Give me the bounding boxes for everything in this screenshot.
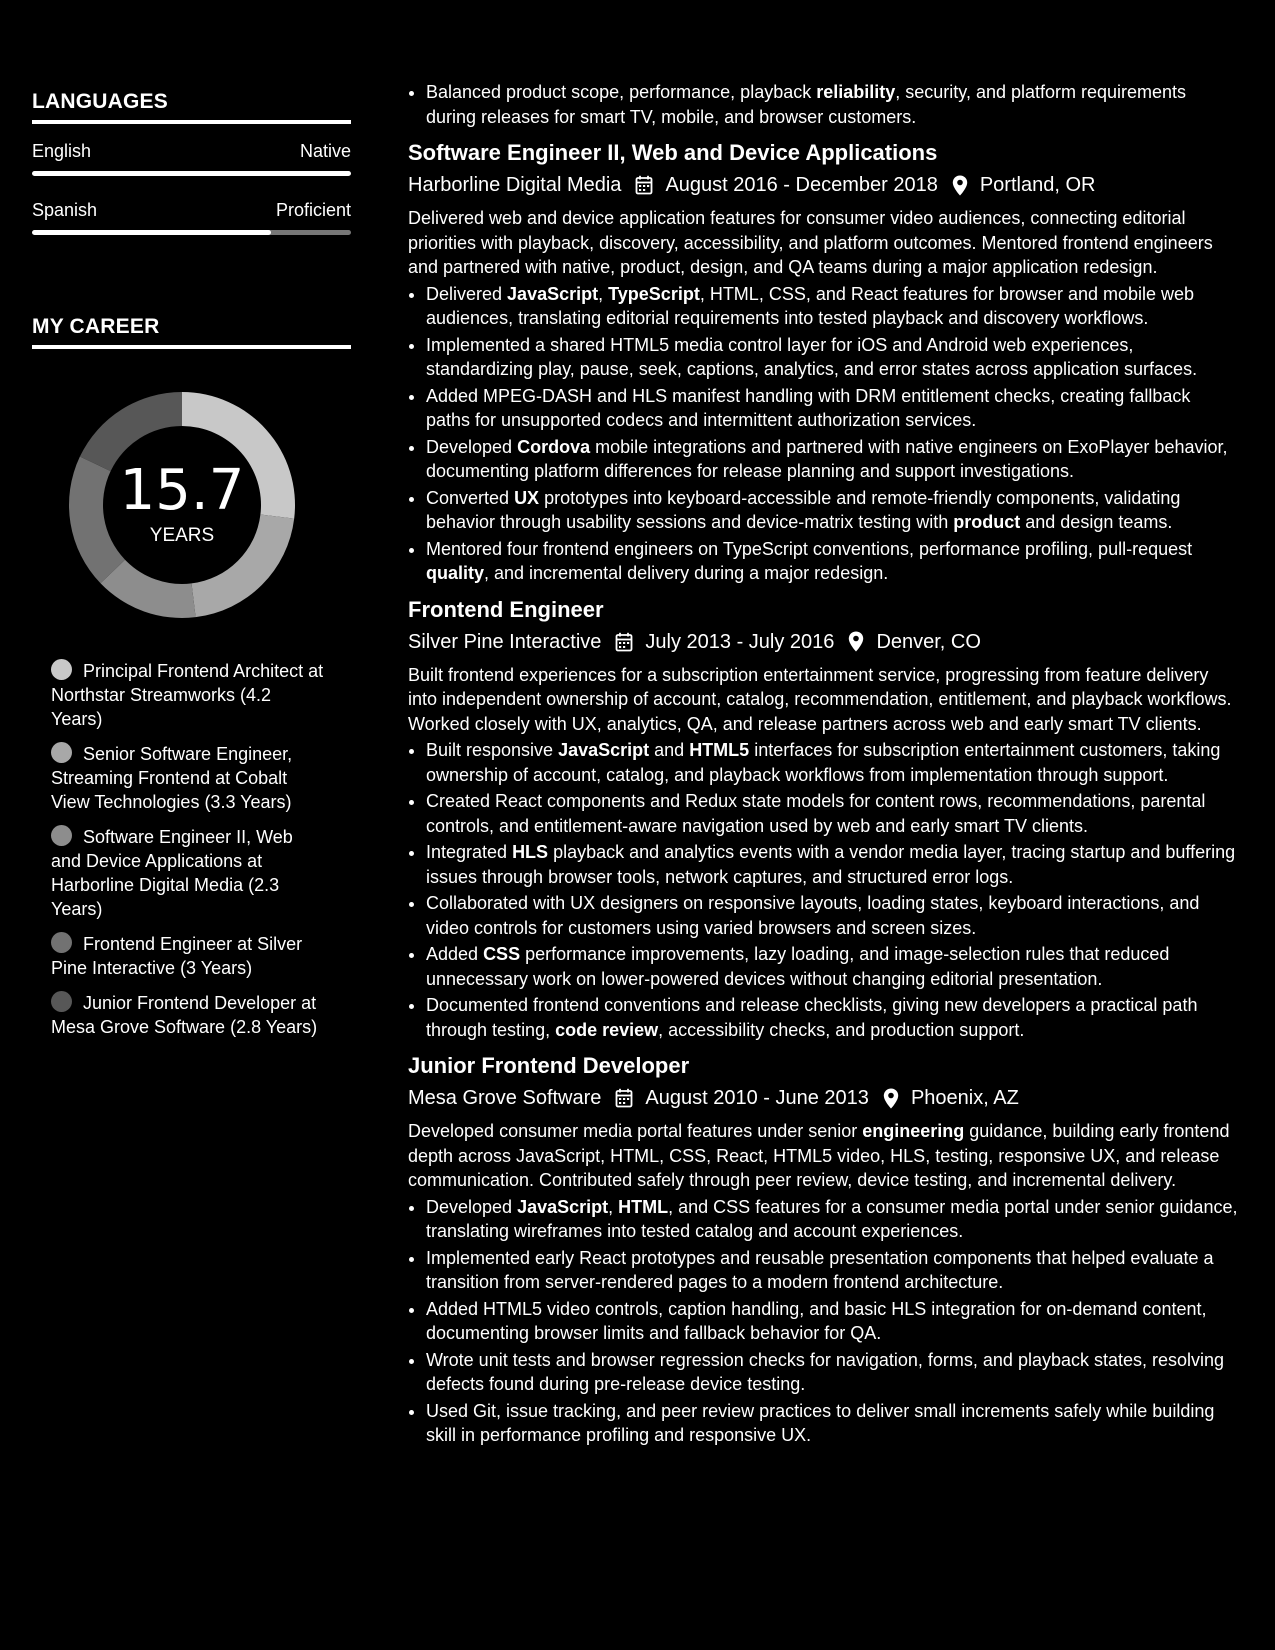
language-name: English: [32, 141, 92, 161]
bullet-point: • Collaborated with UX designers on responsive layouts, loading states, keyboard interactions, and video controls for customers using varied browsers and screen sizes.: [426, 891, 1238, 940]
job-dates: July 2013 - July 2016: [645, 630, 835, 653]
career-legend: [32, 659, 351, 1039]
legend-dot-icon: [51, 742, 72, 763]
bullet-point: • Documented frontend conventions and release checklists, giving new developers a practical path through testing, code review, accessibility checks, and production support.: [426, 993, 1238, 1042]
career-legend-item: [51, 825, 326, 921]
bullet-point: • Integrated HLS playback and analytics events with a vendor media layer, tracing startup and buffering issues through browser tools, network captures, and structured error logs.: [426, 840, 1238, 889]
bullet-point: • Used Git, issue tracking, and peer review practices to deliver small increments safely while building skill in performance profiling and responsive UX.: [426, 1399, 1238, 1448]
legend-dot-icon: [51, 991, 72, 1012]
bullet-point: • Implemented early React prototypes and reusable presentation components that helped evaluate a transition from server-rendered pages to a modern frontend architecture.: [426, 1246, 1238, 1295]
bullet-point: • Added MPEG-DASH and HLS manifest handling with DRM entitlement checks, creating fallback paths for unsupported codecs and intermittent authorization services.: [426, 384, 1238, 433]
job-meta: [408, 629, 1238, 655]
language-item: [32, 200, 351, 235]
language-proficiency-fill: [32, 171, 351, 176]
job-title: Junior Frontend Developer: [408, 1053, 690, 1078]
previous-job-bullets: [408, 80, 1238, 129]
language-proficiency-fill: [32, 230, 271, 235]
company-name: Harborline Digital Media: [408, 174, 622, 196]
job-entry: [408, 596, 1238, 1043]
language-level: Native: [299, 141, 351, 161]
bullet-point: • Converted UX prototypes into keyboard-accessible and remote-friendly components, validating behavior through usability sessions and device-matrix testing with product and design teams.: [426, 486, 1238, 535]
career-legend-item: [51, 932, 326, 980]
career-total-unit: YEARS: [149, 525, 215, 546]
calendar-icon: [615, 632, 633, 652]
company-name: Silver Pine Interactive: [408, 630, 602, 653]
job-location: Denver, CO: [876, 630, 981, 653]
location-pin-icon: [883, 1088, 899, 1109]
bullet-point: • Added CSS performance improvements, lazy loading, and image-selection rules that reduced unnecessary work on lower-powered devices without changing editorial presentation.: [426, 942, 1238, 991]
company-name: Mesa Grove Software: [408, 1087, 602, 1109]
legend-dot-icon: [51, 932, 72, 953]
job-description: Delivered web and device application features for consumer video audiences, connecting editorial priorities with playback, discovery, accessibility, and platform outcomes. Mentored frontend engineers and partnered with native, product, design, and QA teams during a major application redesign.: [408, 208, 1213, 277]
career-legend-label: Principal Frontend Architect at Northstar Streamworks (4.2 Years): [51, 661, 324, 729]
job-location: Portland, OR: [979, 174, 1096, 196]
language-item: [32, 141, 351, 176]
job-bullets: [408, 1195, 1238, 1448]
experience-section: [408, 80, 1238, 1450]
career-heading: MY CAREER: [32, 315, 351, 349]
job-title: Software Engineer II, Web and Device Applications: [408, 140, 938, 165]
bullet-point: • Developed JavaScript, HTML, and CSS features for a consumer media portal under senior guidance, translating wireframes into tested catalog and account experiences.: [426, 1195, 1238, 1244]
calendar-icon: [615, 1088, 633, 1108]
bullet-point: • Delivered JavaScript, TypeScript, HTML, CSS, and React features for browser and mobile web audiences, translating editorial requirements into tested playback and discovery workflows.: [426, 282, 1238, 331]
career-total-years: 15.7: [119, 458, 245, 523]
location-pin-icon: [848, 631, 864, 652]
job-bullets: [408, 282, 1238, 586]
languages-heading: LANGUAGES: [32, 90, 351, 124]
job-description: Developed consumer media portal features under senior engineering guidance, building early frontend depth across JavaScript, HTML, CSS, React, HTML5 video, HLS, testing, responsive UX, and release communication. Contributed safely through peer review, device testing, and incremental delivery.: [408, 1121, 1230, 1190]
job-location: Phoenix, AZ: [910, 1087, 1019, 1109]
bullet-point: • Mentored four frontend engineers on TypeScript conventions, performance profiling, pull-request quality, and incremental delivery during a major redesign.: [426, 537, 1238, 586]
career-legend-item: [51, 742, 326, 814]
legend-dot-icon: [51, 659, 72, 680]
job-entry: [408, 139, 1238, 586]
location-pin-icon: [952, 175, 968, 196]
job-dates: August 2016 - December 2018: [665, 174, 938, 196]
job-bullets: [408, 738, 1238, 1042]
career-legend-label: Frontend Engineer at Silver Pine Interactive (3 Years): [51, 934, 303, 978]
job-entry: [408, 1052, 1238, 1448]
job-dates: August 2010 - June 2013: [645, 1087, 869, 1109]
career-legend-label: Software Engineer II, Web and Device Applications at Harborline Digital Media (2.3 Years): [51, 827, 293, 919]
legend-dot-icon: [51, 825, 72, 846]
bullet-point: • Added HTML5 video controls, caption handling, and basic HLS integration for on-demand content, documenting browser limits and fallback behavior for QA.: [426, 1297, 1238, 1346]
language-level: Proficient: [275, 200, 351, 220]
sidebar: [32, 90, 351, 1050]
job-meta: [408, 1085, 1238, 1111]
bullet-point: • Implemented a shared HTML5 media control layer for iOS and Android web experiences, standardizing play, pause, seek, captions, analytics, and error states across application surfaces.: [426, 333, 1238, 382]
career-legend-label: Senior Software Engineer, Streaming Frontend at Cobalt View Technologies (3.3 Years): [51, 744, 293, 812]
job-title: Frontend Engineer: [408, 596, 604, 622]
calendar-icon: [635, 175, 653, 195]
career-legend-label: Junior Frontend Developer at Mesa Grove Software (2.8 Years): [51, 993, 318, 1037]
career-legend-item: [51, 991, 326, 1039]
bullet-point: • Built responsive JavaScript and HTML5 interfaces for subscription entertainment customers, taking ownership of account, catalog, and playback workflows from implementation through support.: [426, 738, 1238, 787]
career-donut-chart: [66, 389, 298, 621]
job-description: Built frontend experiences for a subscription entertainment service, progressing from feature delivery into independent ownership of account, catalog, recommendation, entitlement, and playback workflows. Worked closely with UX, analytics, QA, and release partners across web and early smart TV clients.: [408, 664, 1232, 734]
language-name: Spanish: [32, 200, 98, 220]
career-legend-item: [51, 659, 326, 731]
bullet-point: • Created React components and Redux state models for content rows, recommendations, parental controls, and entitlement-aware navigation used by web and early smart TV clients.: [426, 789, 1238, 838]
job-meta: [408, 172, 1238, 198]
job-list: [408, 139, 1238, 1448]
bullet-point: • Wrote unit tests and browser regression checks for navigation, forms, and playback states, resolving defects found during pre-release device testing.: [426, 1348, 1238, 1397]
bullet-point: • Developed Cordova mobile integrations and partnered with native engineers on ExoPlayer behavior, documenting platform differences for release planning and support investigations.: [426, 435, 1238, 484]
language-proficiency-bar: [32, 230, 351, 235]
language-proficiency-bar: [32, 171, 351, 176]
bullet-point: • Balanced product scope, performance, playback reliability, security, and platform requirements during releases for smart TV, mobile, and browser customers.: [426, 80, 1238, 129]
